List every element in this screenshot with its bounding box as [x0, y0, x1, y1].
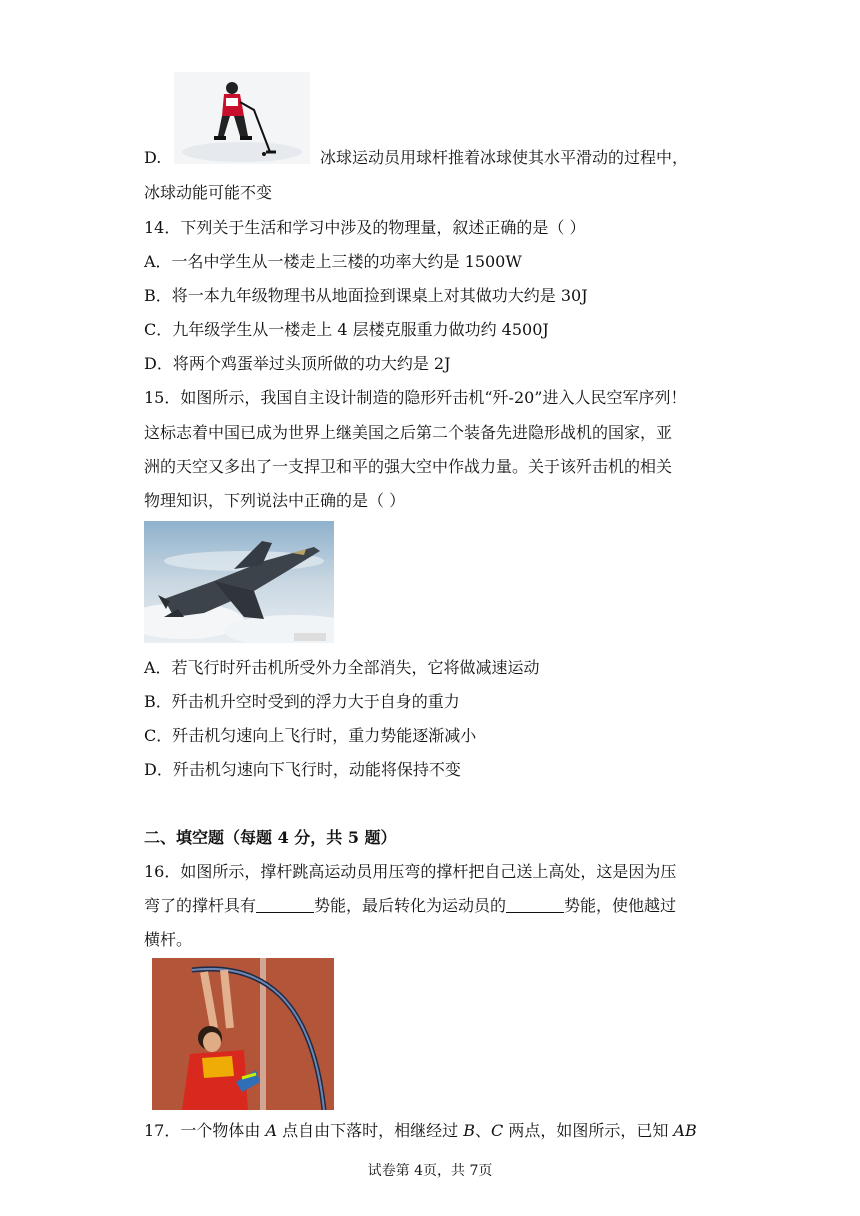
q15-stem-line-4: 物理知识，下列说法中正确的是（ ） [144, 491, 406, 510]
q14-option-c: C．九年级学生从一楼走上 4 层楼克服重力做功约 4500J [144, 320, 549, 339]
q13-option-d-continuation: 冰球动能可能不变 [144, 183, 273, 202]
q16-text-b: 势能，最后转化为运动员的 [314, 896, 507, 915]
q17-line-1 [144, 1121, 697, 1141]
pole-vault-image [152, 958, 334, 1110]
q16-line-1: 16．如图所示，撑杆跳高运动员用压弯的撑杆把自己送上高处，这是因为压 [144, 862, 677, 881]
q16-text-a: 弯了的撑杆具有 [144, 896, 257, 915]
q13-option-d-text: 冰球运动员用球杆推着冰球使其水平滑动的过程中， [320, 148, 689, 167]
q15-option-b: B．歼击机升空时受到的浮力大于自身的重力 [144, 692, 460, 711]
q15-stem-line-1: 15．如图所示，我国自主设计制造的隐形歼击机“歼-20”进入人民空军序列！ [144, 388, 687, 407]
q17-point-b: B [463, 1121, 475, 1140]
q14-option-b: B．将一本九年级物理书从地面捡到课桌上对其做功大约是 30J [144, 286, 588, 305]
q15-option-d: D．歼击机匀速向下飞行时，动能将保持不变 [144, 760, 461, 779]
section-heading: 二、填空题（每题 4 分，共 5 题） [144, 828, 397, 847]
q14-option-d: D．将两个鸡蛋举过头顶所做的功大约是 2J [144, 354, 451, 373]
stealth-fighter-image [144, 521, 334, 643]
q16-blank-1 [256, 897, 314, 913]
q17-text-1: 17．一个物体由 [144, 1121, 266, 1140]
q15-option-a: A．若飞行时歼击机所受外力全部消失，它将做减速运动 [144, 658, 540, 677]
q17-point-c: C [490, 1121, 504, 1140]
q16-line-2 [144, 896, 676, 916]
q14-stem: 14．下列关于生活和学习中涉及的物理量，叙述正确的是（ ） [144, 218, 586, 237]
q15-stem-line-3: 洲的天空又多出了一支捍卫和平的强大空中作战力量。关于该歼击机的相关 [144, 457, 673, 476]
q14-option-a: A．一名中学生从一楼走上三楼的功率大约是 1500W [144, 252, 522, 271]
page-footer: 试卷第 4页，共 7页 [367, 1163, 493, 1179]
q17-text-3: 、 [474, 1121, 491, 1140]
q17-point-a: A [265, 1121, 278, 1140]
hockey-player-image [174, 72, 310, 164]
q17-text-4: 两点，如图所示，已知 [503, 1121, 674, 1140]
q15-option-c: C．歼击机匀速向上飞行时，重力势能逐渐减小 [144, 726, 477, 745]
q17-segment-ab: AB [673, 1121, 697, 1140]
q15-stem-line-2: 这标志着中国已成为世界上继美国之后第二个装备先进隐形战机的国家，亚 [144, 423, 673, 442]
q17-text-2: 点自由下落时，相继经过 [277, 1121, 464, 1140]
q16-blank-2 [506, 897, 564, 913]
q16-line-3: 横杆。 [144, 930, 193, 949]
q13-option-d-label: D. [144, 148, 162, 167]
q16-text-c: 势能，使他越过 [564, 896, 677, 915]
